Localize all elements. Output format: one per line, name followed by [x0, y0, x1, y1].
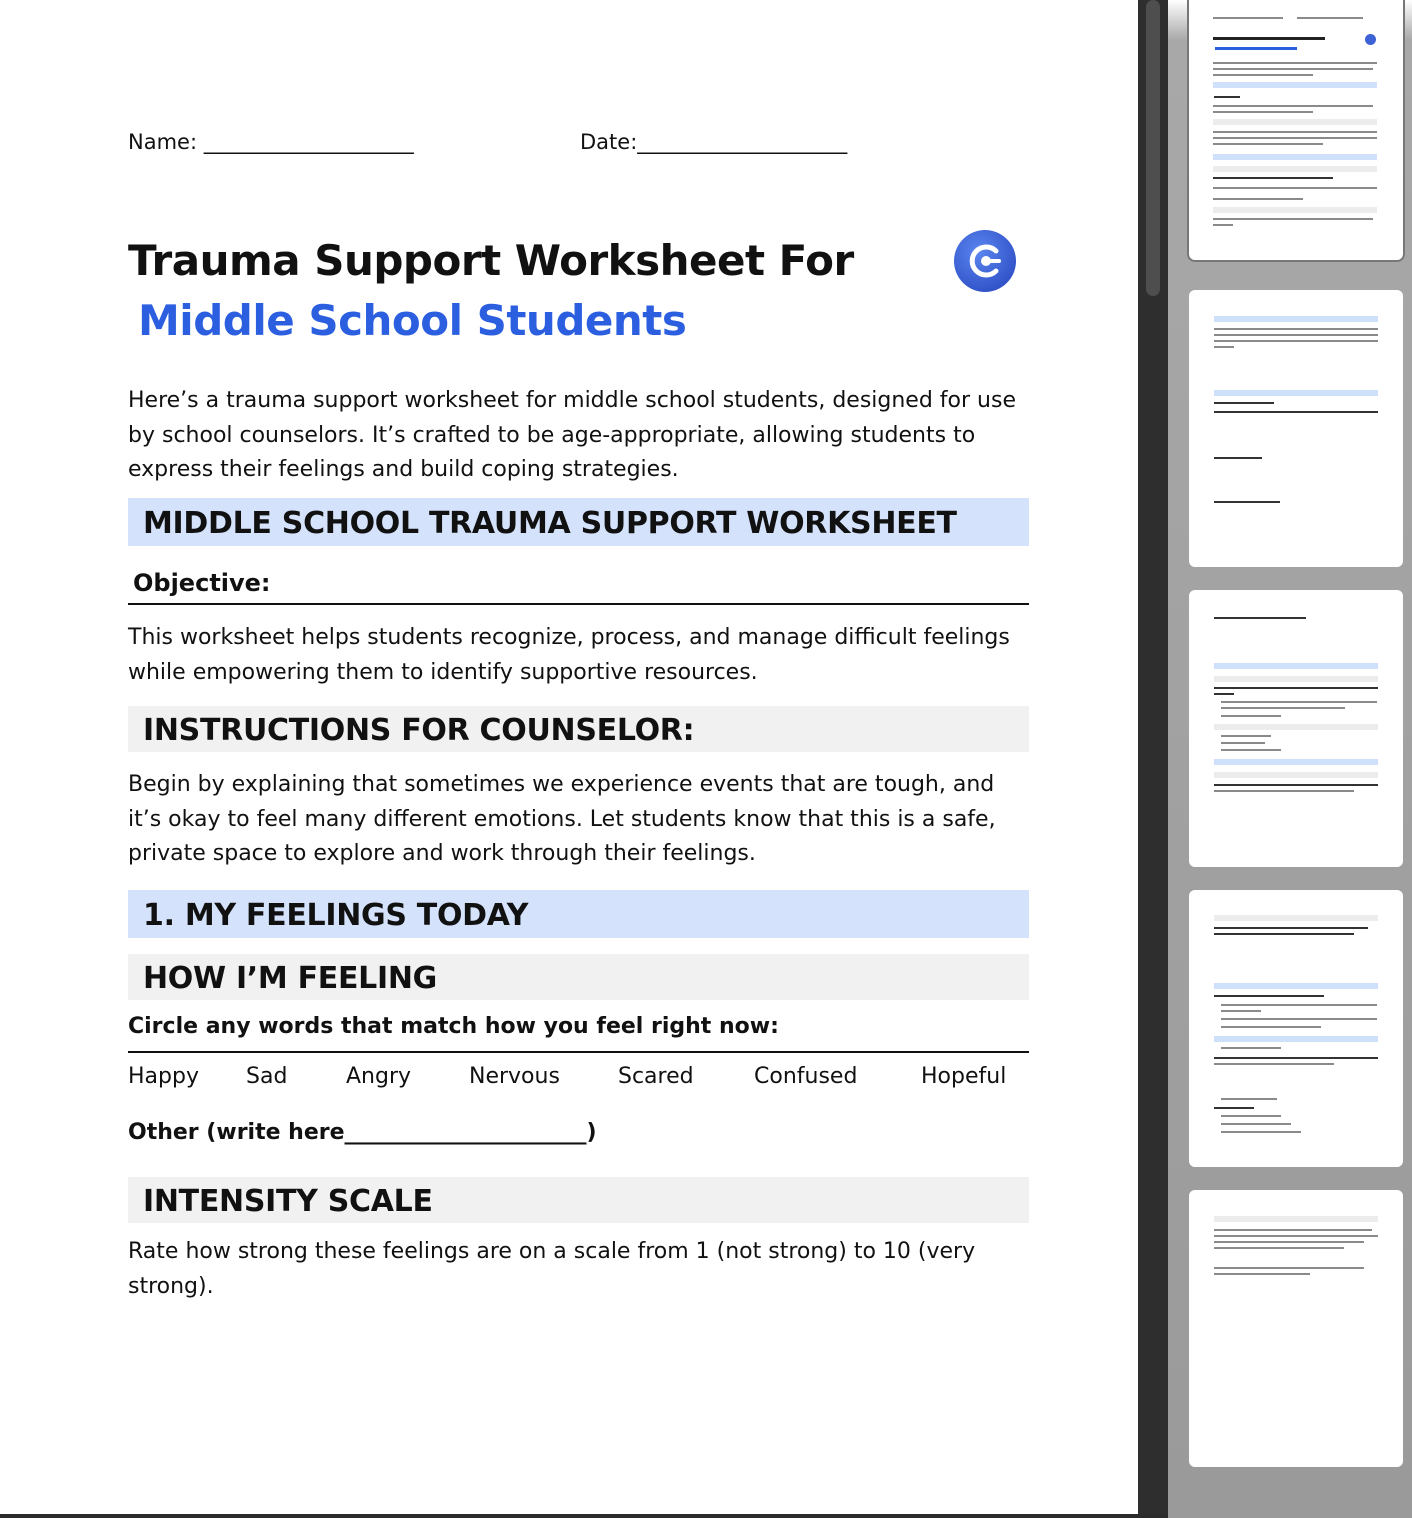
- scrollbar-thumb[interactable]: [1146, 0, 1160, 296]
- feeling-word[interactable]: Sad: [246, 1064, 288, 1089]
- feeling-word[interactable]: Scared: [618, 1064, 694, 1089]
- intensity-text: Rate how strong these feelings are on a scale from 1 (not strong) to 10 (very strong).: [128, 1239, 976, 1299]
- intro-paragraph: Here’s a trauma support worksheet for middle school students, designed for use by school counselors. It’s crafted to be age-appropriate, allowing students to express their feelings and build coping strategies.: [128, 388, 1016, 482]
- page-thumbnail-3[interactable]: [1189, 590, 1403, 867]
- feeling-word[interactable]: Nervous: [469, 1064, 560, 1089]
- page-thumbnail-1[interactable]: [1189, 0, 1403, 260]
- bottom-edge: [0, 1514, 1168, 1518]
- how-feeling-heading: HOW I’M FEELING: [128, 954, 1029, 1000]
- objective-divider: [128, 603, 1029, 605]
- title-line-1: Trauma Support Worksheet For: [128, 236, 854, 285]
- feeling-word[interactable]: Angry: [346, 1064, 412, 1089]
- instructions-text: Begin by explaining that sometimes we experience events that are tough, and it’s okay to feel many different emotions. Let students know that this is a safe, private space to explore and work through their feelings.: [128, 772, 996, 866]
- page-thumbnail-4[interactable]: [1189, 890, 1403, 1167]
- circle-prompt: Circle any words that match how you feel right now:: [128, 1014, 779, 1039]
- objective-text: This worksheet helps students recognize, process, and manage difficult feelings while empowering them to identify supportive resources.: [128, 625, 1010, 685]
- feeling-word[interactable]: Confused: [754, 1064, 858, 1089]
- c-logo-icon: [953, 229, 1017, 293]
- feeling-word[interactable]: Happy: [128, 1064, 199, 1089]
- other-feeling-field[interactable]: Other (write here______________________): [128, 1120, 597, 1145]
- feelings-divider: [128, 1051, 1029, 1053]
- instructions-heading: INSTRUCTIONS FOR COUNSELOR:: [128, 706, 1029, 752]
- section1-heading: 1. MY FEELINGS TODAY: [128, 890, 1029, 938]
- page-thumbnail-5[interactable]: [1189, 1190, 1403, 1467]
- main-heading: MIDDLE SCHOOL TRAUMA SUPPORT WORKSHEET: [128, 498, 1029, 546]
- name-field[interactable]: Name: ____________________: [128, 130, 414, 154]
- feeling-word[interactable]: Hopeful: [921, 1064, 1007, 1089]
- objective-label: Objective:: [133, 569, 271, 597]
- title-line-2: Middle School Students: [138, 296, 687, 345]
- intensity-heading: INTENSITY SCALE: [128, 1177, 1029, 1223]
- page-thumbnail-2[interactable]: [1189, 290, 1403, 567]
- date-field[interactable]: Date:____________________: [580, 130, 848, 154]
